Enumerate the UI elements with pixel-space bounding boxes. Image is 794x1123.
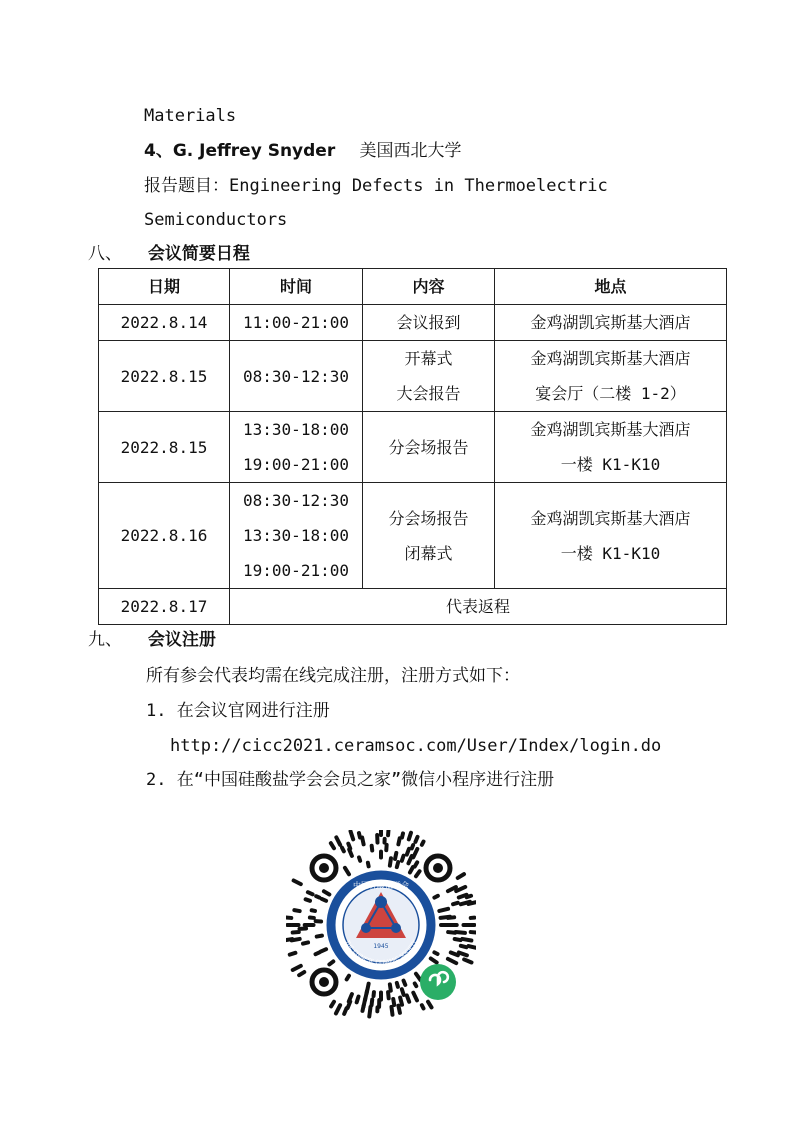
qr-module (351, 831, 354, 839)
seal-label-top: 中国硅酸盐学会 (353, 881, 409, 890)
qr-module (390, 984, 391, 990)
qr-module (306, 899, 310, 900)
qr-module (413, 849, 417, 857)
speaker-line-materials: Materials (144, 106, 237, 126)
qr-module (368, 863, 369, 867)
qr-module (459, 952, 467, 955)
qr-module (395, 853, 396, 859)
row-time: 11:00-21:00 (230, 305, 363, 341)
qr-module (448, 917, 454, 918)
table-row (99, 589, 727, 625)
qr-module (407, 995, 409, 1001)
qr-module (316, 896, 319, 897)
qr-module (467, 896, 471, 897)
qr-module (469, 902, 476, 904)
qr-module (303, 942, 308, 943)
wechat-miniprogram-icon (420, 964, 456, 1000)
qr-module (286, 917, 291, 918)
qr-module (345, 868, 349, 874)
qr-module (413, 993, 417, 1001)
row-venue: 金鸡湖凯宾斯基大酒店 一楼 K1-K10 (495, 412, 727, 483)
qr-module (451, 952, 458, 955)
qr-module (286, 939, 292, 940)
section-9-title: 会议注册 (147, 630, 216, 650)
qr-module (344, 1008, 346, 1014)
qr-module (342, 848, 344, 852)
qr-module (397, 983, 398, 987)
qr-module (434, 896, 437, 898)
header-content: 内容 (363, 269, 495, 305)
qr-module (372, 846, 373, 851)
qr-module (308, 892, 313, 894)
qr-module (400, 998, 402, 1005)
qr-module (388, 992, 389, 998)
qr-module (359, 833, 360, 837)
qr-module (348, 844, 350, 849)
qr-module (317, 936, 322, 937)
row-date: 2022.8.14 (99, 305, 230, 341)
registration-url[interactable]: http://cicc2021.ceramsoc.com/User/Index/login.do (170, 736, 662, 756)
speaker-4-topic-line2: Semiconductors (144, 210, 288, 230)
qr-module (336, 1005, 340, 1013)
qr-module (455, 939, 461, 940)
qr-finder-top-right (426, 856, 450, 880)
speaker-4-topic-line1: 报告题目：Engineering Defects in Thermoelectric (144, 176, 608, 196)
speaker-4-name: 4、G. Jeffrey Snyder (144, 141, 336, 161)
section-9-number: 九、 (88, 630, 122, 650)
row-content: 开幕式 大会报告 (363, 341, 495, 412)
qr-module (410, 867, 413, 872)
section-8-number: 八、 (88, 244, 122, 264)
qr-module (398, 838, 399, 844)
qr-module (461, 946, 466, 947)
qr-module (434, 952, 437, 954)
qr-module (402, 989, 404, 995)
qr-module (362, 838, 363, 845)
qr-module (402, 856, 404, 861)
qr-module (407, 849, 409, 855)
qr-module (316, 952, 320, 954)
qr-module (464, 959, 471, 962)
qr-module (393, 999, 394, 1005)
qr-module (448, 959, 456, 963)
qr-module (469, 946, 476, 948)
qr-module (372, 999, 373, 1005)
row-time: 08:30-12:30 13:30-18:00 19:00-21:00 (230, 483, 363, 589)
qr-module (390, 858, 391, 865)
row-content: 分会场报告 (363, 412, 495, 483)
qr-module (322, 899, 326, 901)
row-date: 2022.8.15 (99, 412, 230, 483)
section-8-heading (88, 242, 250, 266)
qr-module (456, 932, 465, 933)
header-time: 时间 (230, 269, 363, 305)
qr-module (439, 909, 448, 911)
row-content: 分会场报告 闭幕式 (363, 483, 495, 589)
header-venue: 地点 (495, 269, 727, 305)
qr-module (453, 903, 458, 904)
qr-module (404, 981, 406, 985)
row-content: 会议报到 (363, 305, 495, 341)
qr-module (293, 932, 299, 933)
qr-module (324, 891, 329, 894)
qr-module (416, 974, 420, 980)
table-row (99, 483, 727, 589)
section-8-title: 会议简要日程 (147, 244, 250, 264)
qr-module (431, 959, 437, 963)
qr-module (290, 953, 296, 955)
qr-module (415, 837, 417, 842)
qr-module (402, 833, 403, 837)
qr-code-graphic (286, 830, 476, 1020)
seal-year: 1945 (373, 943, 389, 950)
row-venue: 金鸡湖凯宾斯基大酒店 一楼 K1-K10 (495, 483, 727, 589)
qr-module (391, 1007, 392, 1015)
qr-module (357, 997, 359, 1003)
qr-module (408, 856, 411, 863)
qr-module (312, 910, 315, 911)
qr-module (397, 862, 398, 867)
qr-module (293, 966, 301, 970)
table-row (99, 412, 727, 483)
registration-intro: 所有参会代表均需在线完成注册，注册方式如下： (146, 666, 520, 686)
row-date: 2022.8.17 (99, 589, 230, 625)
qr-module (412, 845, 413, 848)
row-date: 2022.8.15 (99, 341, 230, 412)
row-venue: 金鸡湖凯宾斯基大酒店 宴会厅（二楼 1-2） (495, 341, 727, 412)
qr-module (428, 1002, 431, 1008)
qr-module (458, 874, 464, 878)
qr-module (336, 837, 340, 844)
speaker-4-affiliation: 美国西北大学 (359, 141, 462, 161)
qr-module (331, 843, 334, 848)
schedule-table (98, 268, 727, 625)
row-time: 08:30-12:30 (230, 341, 363, 412)
qr-module (329, 961, 333, 964)
qr-module (331, 1002, 334, 1007)
wechat-miniprogram-qr[interactable] (286, 830, 476, 1020)
row-date: 2022.8.16 (99, 483, 230, 589)
table-row (99, 341, 727, 412)
row-merged-content: 代表返程 (230, 589, 727, 625)
qr-module (462, 939, 471, 941)
registration-item-1: 1. 在会议官网进行注册 (146, 701, 330, 721)
qr-module (294, 880, 301, 884)
qr-module (422, 1005, 424, 1008)
qr-module (347, 976, 349, 980)
qr-module (320, 949, 326, 951)
table-row (99, 305, 727, 341)
qr-module (415, 862, 417, 866)
row-venue: 金鸡湖凯宾斯基大酒店 (495, 305, 727, 341)
qr-finder-top-left (312, 856, 336, 880)
qr-finder-bottom-left (312, 970, 336, 994)
qr-module (416, 871, 420, 876)
qr-module (299, 972, 304, 975)
schedule-header-row (99, 269, 727, 305)
qr-module (294, 910, 299, 911)
qr-module (369, 1007, 370, 1017)
qr-module (362, 1006, 363, 1011)
section-9-heading (88, 628, 216, 652)
seal-label-ring: THE CHINESE CERAMIC SOCIETY (343, 939, 419, 967)
qr-module (422, 842, 424, 845)
row-time: 13:30-18:00 19:00-21:00 (230, 412, 363, 483)
header-date: 日期 (99, 269, 230, 305)
qr-module (359, 857, 360, 860)
speaker-4 (144, 139, 461, 163)
qr-module (415, 983, 417, 986)
qr-module (398, 1006, 400, 1013)
qr-module (409, 833, 411, 840)
registration-item-2: 2. 在“中国硅酸盐学会会员之家”微信小程序进行注册 (146, 770, 555, 790)
